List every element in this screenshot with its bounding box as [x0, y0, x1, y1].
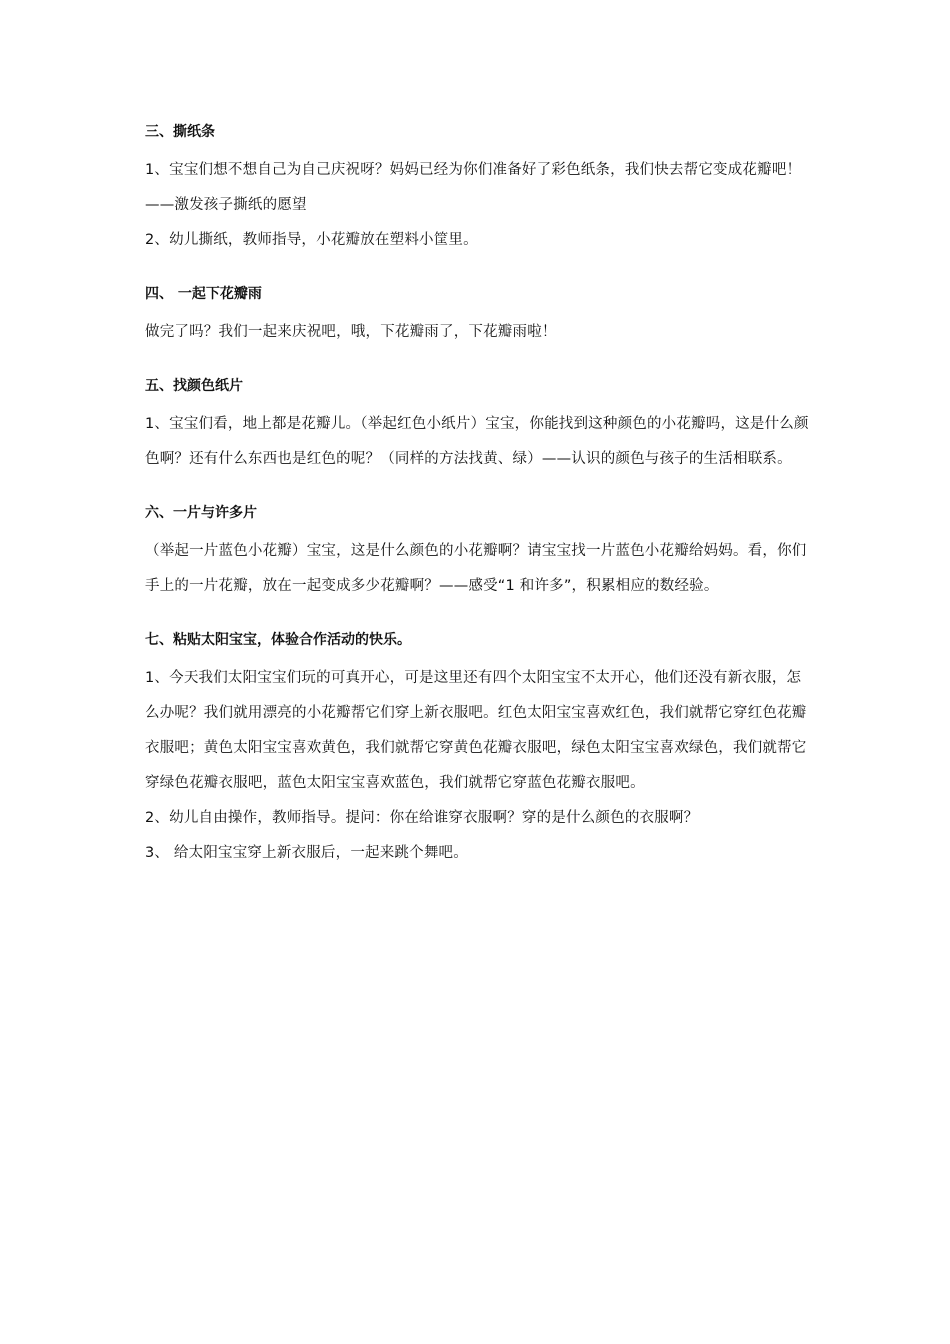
section-heading: 三、撕纸条	[145, 124, 215, 140]
section-find-colors	[145, 376, 810, 477]
section-petal-rain	[145, 284, 810, 350]
paragraph: 1、宝宝们想不想自己为自己庆祝呀？妈妈已经为你们准备好了彩色纸条，我们快去帮它变成花瓣吧！——激发孩子撕纸的愿望	[145, 162, 802, 213]
section-sun-babies	[145, 630, 810, 871]
section-heading: 七、粘贴太阳宝宝，体验合作活动的快乐。	[145, 632, 411, 648]
paragraph: （举起一片蓝色小花瓣）宝宝，这是什么颜色的小花瓣啊？请宝宝找一片蓝色小花瓣给妈妈。看，你们手上的一片花瓣，放在一起变成多少花瓣啊？——感受“1 和许多”，积累相应的数经验。	[145, 543, 807, 594]
paragraph: 3、 给太阳宝宝穿上新衣服后，一起来跳个舞吧。	[145, 845, 468, 861]
paragraph: 1、今天我们太阳宝宝们玩的可真开心，可是这里还有四个太阳宝宝不太开心，他们还没有新衣服，怎么办呢？我们就用漂亮的小花瓣帮它们穿上新衣服吧。红色太阳宝宝喜欢红色，我们就帮它穿红色花瓣衣服吧；黄色太阳宝宝喜欢黄色，我们就帮它穿黄色花瓣衣服吧，绿色太阳宝宝喜欢绿色，我们就帮它穿绿色花瓣衣服吧，蓝色太阳宝宝喜欢蓝色，我们就帮它穿蓝色花瓣衣服吧。	[145, 670, 807, 791]
paragraph: 做完了吗？我们一起来庆祝吧，哦，下花瓣雨了，下花瓣雨啦！	[145, 324, 557, 340]
paragraph: 1、宝宝们看，地上都是花瓣儿。（举起红色小纸片）宝宝，你能找到这种颜色的小花瓣吗，这是什么颜色啊？还有什么东西也是红色的呢？（同样的方法找黄、绿）——认识的颜色与孩子的生活相联系。	[145, 416, 809, 467]
section-tear-paper	[145, 122, 810, 258]
document-page	[145, 122, 810, 871]
section-heading: 六、一片与许多片	[145, 505, 257, 521]
paragraph: 2、幼儿自由操作，教师指导。提问：你在给谁穿衣服啊？穿的是什么颜色的衣服啊？	[145, 810, 699, 826]
section-heading: 五、找颜色纸片	[145, 378, 243, 394]
section-heading: 四、 一起下花瓣雨	[145, 286, 262, 302]
paragraph: 2、幼儿撕纸，教师指导，小花瓣放在塑料小筐里。	[145, 232, 478, 248]
section-one-and-many	[145, 503, 810, 604]
